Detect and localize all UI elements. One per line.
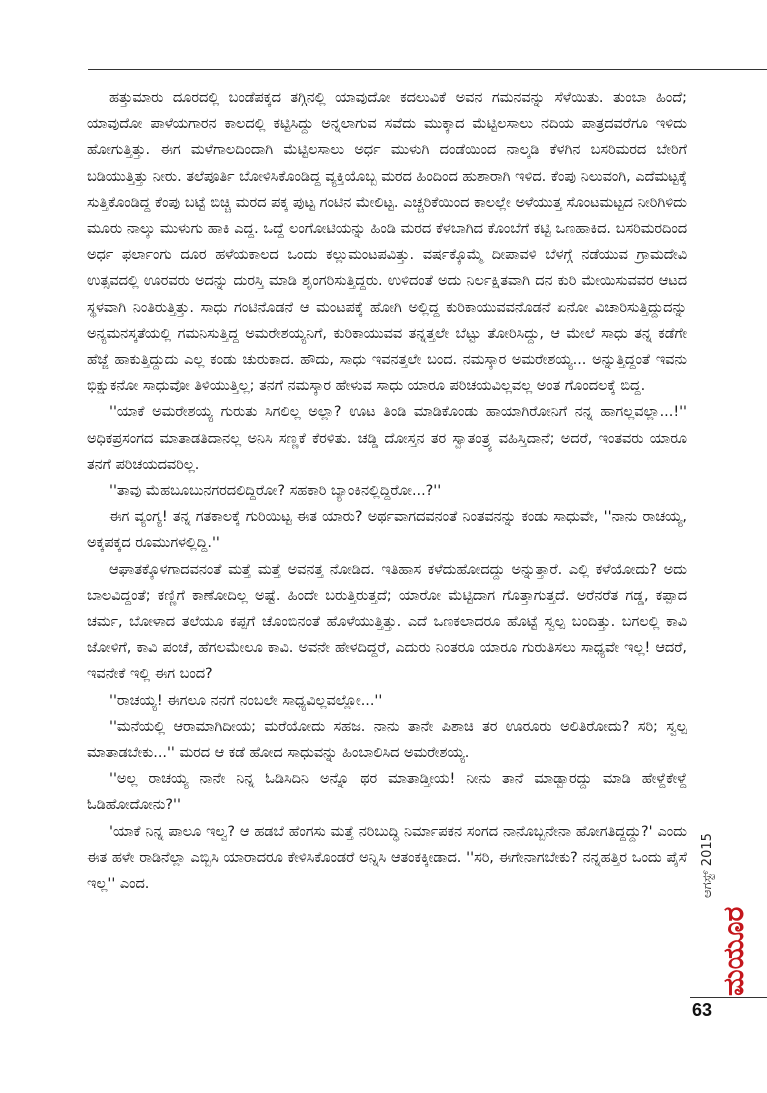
- paragraph-1: ಹತ್ತುಮಾರು ದೂರದಲ್ಲಿ ಬಂಡೆಪಕ್ಕದ ತಗ್ಗಿನಲ್ಲಿ ಯಾವುದೋ ಕದಲುವಿಕೆ ಅವನ ಗಮನವನ್ನು ಸೆಳೆಯಿತು. ತುಂಬಾ ಹಿಂದೆ; ಯಾವುದೋ ಪಾಳೆಯಗಾರನ ಕಾಲದಲ್ಲಿ ಕಟ್ಟಿಸಿದ್ದು ಅನ್ನಲಾಗುವ ಸವೆದು ಮುಕ್ಕಾದ ಮೆಟ್ಟಿಲಸಾಲು ನದಿಯ ಪಾತ್ರದವರೆಗೂ ಇಳಿದು ಹೋಗುತ್ತಿತ್ತು. ಈಗ ಮಳೆಗಾಲದಿಂದಾಗಿ ಮೆಟ್ಟಿಲಸಾಲು ಅರ್ಧ ಮುಳುಗಿ ದಂಡೆಯಿಂದ ನಾಲ್ಕಡಿ ಕೆಳಗಿನ ಬಸರಿಮರದ ಬೇರಿಗೆ ಬಡಿಯುತ್ತಿತ್ತು ನೀರು. ತಲೆಪೂರ್ತಿ ಬೋಳಿಸಿಕೊಂಡಿದ್ದ ವ್ಯಕ್ತಿಯೊಬ್ಬ ಮರದ ಹಿಂದಿಂದ ಹುಶಾರಾಗಿ ಇಳಿದ. ಕೆಂಪು ನಿಲುವಂಗಿ, ಎದೆಮಟ್ಟಕ್ಕೆ ಸುತ್ತಿಕೊಂಡಿದ್ದ ಕೆಂಪು ಬಟ್ಟೆ ಬಿಚ್ಚಿ ಮರದ ಪಕ್ಕ ಪುಟ್ಟ ಗಂಟಿನ ಮೇಲಿಟ್ಟ. ಎಚ್ಚರಿಕೆಯಿಂದ ಕಾಲಲ್ಲೇ ಅಳೆಯುತ್ತ ಸೊಂಟಮಟ್ಟದ ನೀರಿಗಿಳಿದು ಮೂರು ನಾಲ್ಕು ಮುಳುಗು ಹಾಕಿ ಎದ್ದ. ಒದ್ದೆ ಲಂಗೋಟಿಯನ್ನು ಹಿಂಡಿ ಮರದ ಕೆಳಬಾಗಿದ ಕೊಂಬೆಗೆ ಕಟ್ಟಿ ಒಣಹಾಕಿದ. ಬಸರಿಮರದಿಂದ ಅರ್ಧ ಫರ್ಲಾಂಗು ದೂರ ಹಳೆಯಕಾಲದ ಒಂದು ಕಲ್ಲುಮಂಟಪವಿತ್ತು. ವರ್ಷಕ್ಕೊಮ್ಮೆ ದೀಪಾವಳಿ ಬೆಳಗ್ಗೆ ನಡೆಯುವ ಗ್ರಾಮದೇವಿ ಉತ್ಸವದಲ್ಲಿ ಊರವರು ಅದನ್ನು ದುರಸ್ತಿ ಮಾಡಿ ಶೃಂಗರಿಸುತ್ತಿದ್ದರು. ಉಳಿದಂತೆ ಅದು ನಿರ್ಲಕ್ಷಿತವಾಗಿ ದನ ಕುರಿ ಮೇಯಿಸುವವರ ಆಟದ ಸ್ಥಳವಾಗಿ ನಿಂತಿರುತ್ತಿತ್ತು. ಸಾಧು ಗಂಟಿನೊಡನೆ ಆ ಮಂಟಪಕ್ಕೆ ಹೋಗಿ ಅಲ್ಲಿದ್ದ ಕುರಿಕಾಯುವವನೊಡನೆ ಏನೋ ವಿಚಾರಿಸುತ್ತಿದ್ದುದನ್ನು ಅನ್ಯಮನಸ್ಕತೆಯಲ್ಲಿ ಗಮನಿಸುತ್ತಿದ್ದ ಅಮರೇಶಯ್ಯನಿಗೆ, ಕುರಿಕಾಯುವವ ತನ್ನತ್ತಲೇ ಬೆಟ್ಟು ತೋರಿಸಿದ್ದು, ಆ ಮೇಲೆ ಸಾಧು ತನ್ನ ಕಡೆಗೇ ಹೆಜ್ಜೆ ಹಾಕುತ್ತಿದ್ದುದು ಎಲ್ಲ ಕಂಡು ಚುರುಕಾದ. ಹೌದು, ಸಾಧು ಇವನತ್ತಲೇ ಬಂದ. ನಮಸ್ಕಾರ ಅಮರೇಶಯ್ಯ... ಅನ್ನುತ್ತಿದ್ದಂತೆ ಇವನು ಭಿಕ್ಷುಕನೋ ಸಾಧುವೋ ತಿಳಿಯುತ್ತಿಲ್ಲ; ತನಗೆ ನಮಸ್ಕಾರ ಹೇಳುವ ಸಾಧು ಯಾರೂ ಪರಿಚಯವಿಲ್ಲವಲ್ಲ ಅಂತ ಗೊಂದಲಕ್ಕೆ ಬಿದ್ದ.: [87, 90, 687, 395]
- page-number: 63: [692, 1000, 713, 1020]
- paragraph-7: ''ಮನೆಯಲ್ಲಿ ಆರಾಮಾಗಿದೀಯ; ಮರೆಯೋದು ಸಹಜ. ನಾನು ತಾನೇ ಪಿಶಾಚಿ ತರ ಊರೂರು ಅಲಿತಿರೋದು? ಸರಿ; ಸ್ವಲ್ಪ ಮಾತಾಡಬೇಕು...'' ಮರದ ಆ ಕಡೆ ಹೋದ ಸಾಧುವನ್ನು ಹಿಂಬಾಲಿಸಿದ ಅಮರೇಶಯ್ಯ.: [87, 718, 687, 762]
- header-rule: [88, 69, 767, 70]
- paragraph-6: ''ರಾಚಯ್ಯ! ಈಗಲೂ ನನಗೆ ನಂಬಲೇ ಸಾಧ್ಯವಿಲ್ಲವಲ್ಲೋ...'': [109, 692, 383, 709]
- footer-rule: [690, 997, 767, 998]
- paragraph-4: ಈಗ ವ್ಯಂಗ್ಯ! ತನ್ನ ಗತಕಾಲಕ್ಕೆ ಗುರಿಯಿಟ್ಟ ಈತ ಯಾರು? ಅರ್ಥವಾಗದವನಂತೆ ನಿಂತವನನ್ನು ಕಂಡು ಸಾಧುವೇ, ''ನಾನು ರಾಚಯ್ಯ, ಅಕ್ಕಪಕ್ಕದ ರೂಮುಗಳಲ್ಲಿದ್ದಿ.'': [87, 509, 687, 552]
- article-body: [87, 85, 687, 897]
- paragraph-8: ''ಅಲ್ಲ ರಾಚಯ್ಯ ನಾನೇ ನಿನ್ನ ಓಡಿಸಿದಿನಿ ಅನ್ನೊ ಥರ ಮಾತಾಡ್ತೀಯ! ನೀನು ತಾನೆ ಮಾಡ್ಬಾರದ್ದು ಮಾಡಿ ಹೇಳ್ದೆಕೇಳ್ದೆ ಓಡಿಹೋದೋನು?'': [87, 771, 687, 814]
- magazine-sidebar: [698, 815, 758, 1000]
- paragraph-5: ಆಘಾತಕ್ಕೊಳಗಾದವನಂತೆ ಮತ್ತೆ ಮತ್ತೆ ಅವನತ್ತ ನೋಡಿದ. ಇತಿಹಾಸ ಕಳೆದುಹೋದದ್ದು ಅನ್ನುತ್ತಾರೆ. ಎಲ್ಲಿ ಕಳೆಯೋದು? ಅದು ಬಾಲವಿದ್ದಂತೆ; ಕಣ್ಣಿಗೆ ಕಾಣೋದಿಲ್ಲ ಅಷ್ಟೆ. ಹಿಂದೇ ಬರುತ್ತಿರುತ್ತದೆ; ಯಾರೋ ಮೆಟ್ಟಿದಾಗ ಗೊತ್ತಾಗುತ್ತದೆ. ಅರೆನರೆತ ಗಡ್ಡ, ಕಪ್ಪಾದ ಚರ್ಮ, ಬೋಳಾದ ತಲೆಯೂ ಕಪ್ಪಗೆ ಚೊಂಬಿನಂತೆ ಹೊಳೆಯುತ್ತಿತ್ತು. ಎದೆ ಒಣಕಲಾದರೂ ಹೊಟ್ಟೆ ಸ್ವಲ್ಪ ಬಂದಿತ್ತು. ಬಗಲಲ್ಲಿ ಕಾವಿ ಜೋಳಿಗೆ, ಕಾವಿ ಪಂಚೆ, ಹೆಗಲಮೇಲೂ ಕಾವಿ. ಅವನೇ ಹೇಳದಿದ್ದರೆ, ಎದುರು ನಿಂತರೂ ಯಾರೂ ಗುರುತಿಸಲು ಸಾಧ್ಯವೇ ಇಲ್ಲ! ಆದರೆ, ಇವನೇಕೆ ಇಲ್ಲಿ ಈಗ ಬಂದ?: [87, 561, 687, 683]
- paragraph-2: ''ಯಾಕೆ ಅಮರೇಶಯ್ಯ ಗುರುತು ಸಿಗಲಿಲ್ಲ ಅಲ್ಲಾ? ಊಟ ತಿಂಡಿ ಮಾಡಿಕೊಂಡು ಹಾಯಾಗಿರೋನಿಗೆ ನನ್ನ ಹಾಗಲ್ಲವಲ್ಲಾ...!'' ಅಧಿಕಪ್ರಸಂಗದ ಮಾತಾಡತಿದಾನಲ್ಲ ಅನಿಸಿ ಸಣ್ಣಕೆ ಕೆರಳಿತು. ಚಡ್ಡಿ ದೋಸ್ತನ ತರ ಸ್ವಾತಂತ್ರ್ಯ ವಹಿಸ್ತಿದಾನೆ; ಅದರೆ, ಇಂತವರು ಯಾರೂ ತನಗೆ ಪರಿಚಯದವರಿಲ್ಲ.: [87, 404, 687, 473]
- paragraph-3: ''ತಾವು ಮೆಹಬೂಬುನಗರದಲಿದ್ದಿರೋ? ಸಹಕಾರಿ ಬ್ಯಾಂಕಿನಲ್ಲಿದ್ದಿರೋ...?'': [109, 483, 442, 500]
- magazine-logo: ಮಯೂರ: [717, 906, 750, 996]
- issue-date: ಆಗಸ್ಟ್ 2015: [700, 833, 715, 899]
- paragraph-9: 'ಯಾಕೆ ನಿನ್ನ ಪಾಲೂ ಇಲ್ವ? ಆ ಹಡಬೆ ಹೆಂಗಸು ಮತ್ತೆ ನರಿಬುದ್ಧಿ ನಿರ್ಮಾಪಕನ ಸಂಗದ ನಾನೊಬ್ಬನೇನಾ ಹೋಗತಿದ್ದದ್ದು?' ಎಂದು ಈತ ಹಳೇ ರಾಡಿನೆಲ್ಲಾ ಎಬ್ಬಿಸಿ ಯಾರಾದರೂ ಕೇಳಿಸಿಕೊಂಡರೆ ಅನ್ನಿಸಿ ಆತಂಕಕ್ಕೀಡಾದ. ''ಸರಿ, ಈಗೇನಾಗಬೇಕು? ನನ್ನಹತ್ತಿರ ಒಂದು ಪೈಸೆ ಇಲ್ಲ'' ಎಂದ.: [87, 823, 687, 893]
